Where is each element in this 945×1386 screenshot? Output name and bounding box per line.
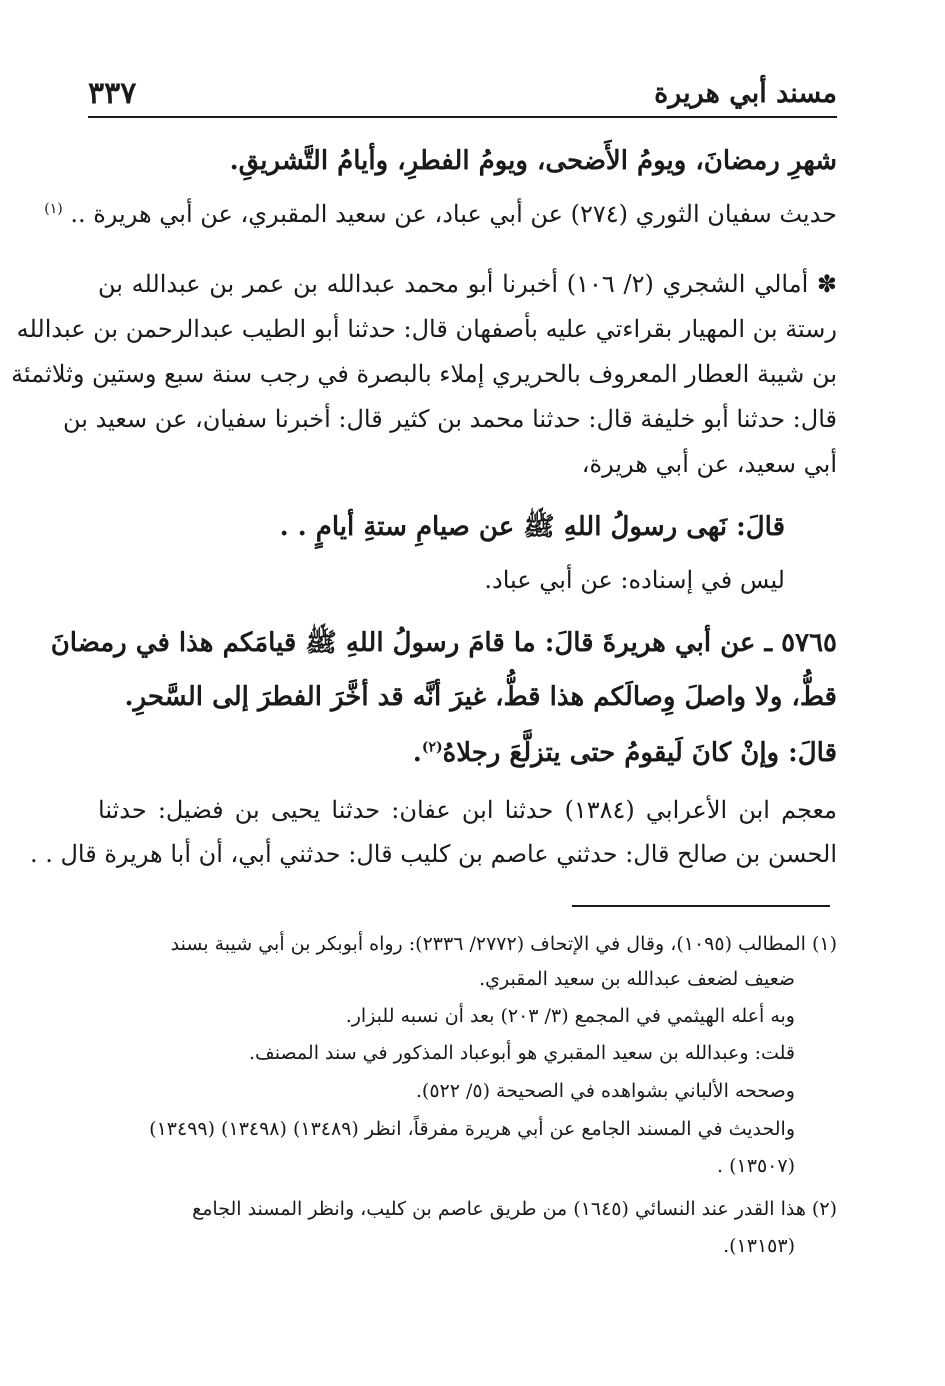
footnote-1-line-6: والحديث في المسند الجامع عن أبي هريرة مفرقاً، انظر (١٣٤٨٩) (١٣٤٩٨) (١٣٤٩٩) <box>149 1118 795 1140</box>
page-number: ٣٣٧ <box>88 76 137 111</box>
footnote-1-line-2: ضعيف لضعف عبدالله بن سعيد المقبري. <box>479 968 795 990</box>
text-line-2 <box>44 200 837 228</box>
text-line-14: الحسن بن صالح قال: حدثني عاصم بن كليب قال: حدثني أبي، أن أبا هريرة قال . . <box>29 840 837 868</box>
isnad-note: ليس في إسناده: عن أبي عباد. <box>484 566 785 594</box>
footnote-2-line-2: (١٣١٥٣). <box>723 1235 795 1257</box>
hadith-5765-line-2: قطُّ، ولا واصلَ وِصالَكم هذا قطُّ، غيرَ أنَّه قد أخَّرَ الفطرَ إلى السَّحرِ. <box>124 682 837 712</box>
hadith-5765-line-1: ٥٧٦٥ ـ عن أبي هريرةَ قالَ: ما قامَ رسولُ اللهِ ﷺ قيامَكم هذا في رمضانَ <box>50 628 837 658</box>
hadith-5765-line-3 <box>98 738 837 768</box>
text-line-5: بن شيبة العطار المعروف بالحريري إملاء بالبصرة في رجب سنة سبع وستين وثلاثمئة <box>11 360 837 388</box>
hadith-matn-1: قالَ: نَهى رسولُ اللهِ ﷺ عن صيامِ ستةِ أيامٍ . . <box>279 512 785 542</box>
text-line-1: شهرِ رمضانَ، ويومُ الأَضحى، ويومُ الفطرِ، وأيامُ التَّشريقِ. <box>229 146 837 176</box>
text-line-3: ✽ أمالي الشجري (٢/ ١٠٦) أخبرنا أبو محمد عبدالله بن عمر بن عبدالله بن <box>98 270 838 298</box>
text-line-13: معجم ابن الأعرابي (١٣٨٤) حدثنا ابن عفان: حدثنا يحيى بن فضيل: حدثنا <box>98 796 837 824</box>
footnote-1-line-5: وصححه الألباني بشواهده في الصحيحة (٥/ ٥٢٢). <box>415 1080 795 1102</box>
footnote-2-line-1: (٢) هذا القدر عند النسائي (١٦٤٥) من طريق عاصم بن كليب، وانظر المسند الجامع <box>192 1198 837 1220</box>
footnote-1-line-3: وبه أعله الهيثمي في المجمع (٣/ ٢٠٣) بعد أن نسبه للبزار. <box>345 1005 795 1027</box>
footnote-ref-1[interactable]: (١) <box>44 201 63 217</box>
hadith-matn-2: قالَ: وإنْ كانَ لَيقومُ حتى يتزلَّعَ رجلاهُ <box>442 738 837 768</box>
footnote-ref-2[interactable]: (٢) <box>421 739 443 756</box>
hadith-end-dot: . <box>412 738 422 768</box>
text-line-6: قال: حدثنا أبو خليفة قال: حدثنا محمد بن كثير قال: أخبرنا سفيان، عن سعيد بن <box>63 405 837 433</box>
source-citation: حديث سفيان الثوري (٢٧٤) عن أبي عباد، عن سعيد المقبري، عن أبي هريرة .. <box>70 200 837 228</box>
footnote-1-line-7: (١٣٥٠٧) . <box>717 1155 795 1177</box>
footnote-divider <box>572 905 830 907</box>
footnote-1-line-4: قلت: وعبدالله بن سعيد المقبري هو أبوعباد المذكور في سند المصنف. <box>249 1042 795 1064</box>
page-header <box>88 74 837 118</box>
text-line-7: أبي سعيد، عن أبي هريرة، <box>581 450 837 478</box>
text-line-4: رستة بن المهيار بقراءتي عليه بأصفهان قال: حدثنا أبو الطيب عبدالرحمن بن عبدالله <box>16 315 837 343</box>
running-title: مسند أبي هريرة <box>654 78 837 109</box>
footnote-1-line-1: (١) المطالب (١٠٩٥)، وقال في الإتحاف (٢٧٧٢/ ٢٣٣٦): رواه أبوبكر بن أبي شيبة بسند <box>170 933 837 955</box>
